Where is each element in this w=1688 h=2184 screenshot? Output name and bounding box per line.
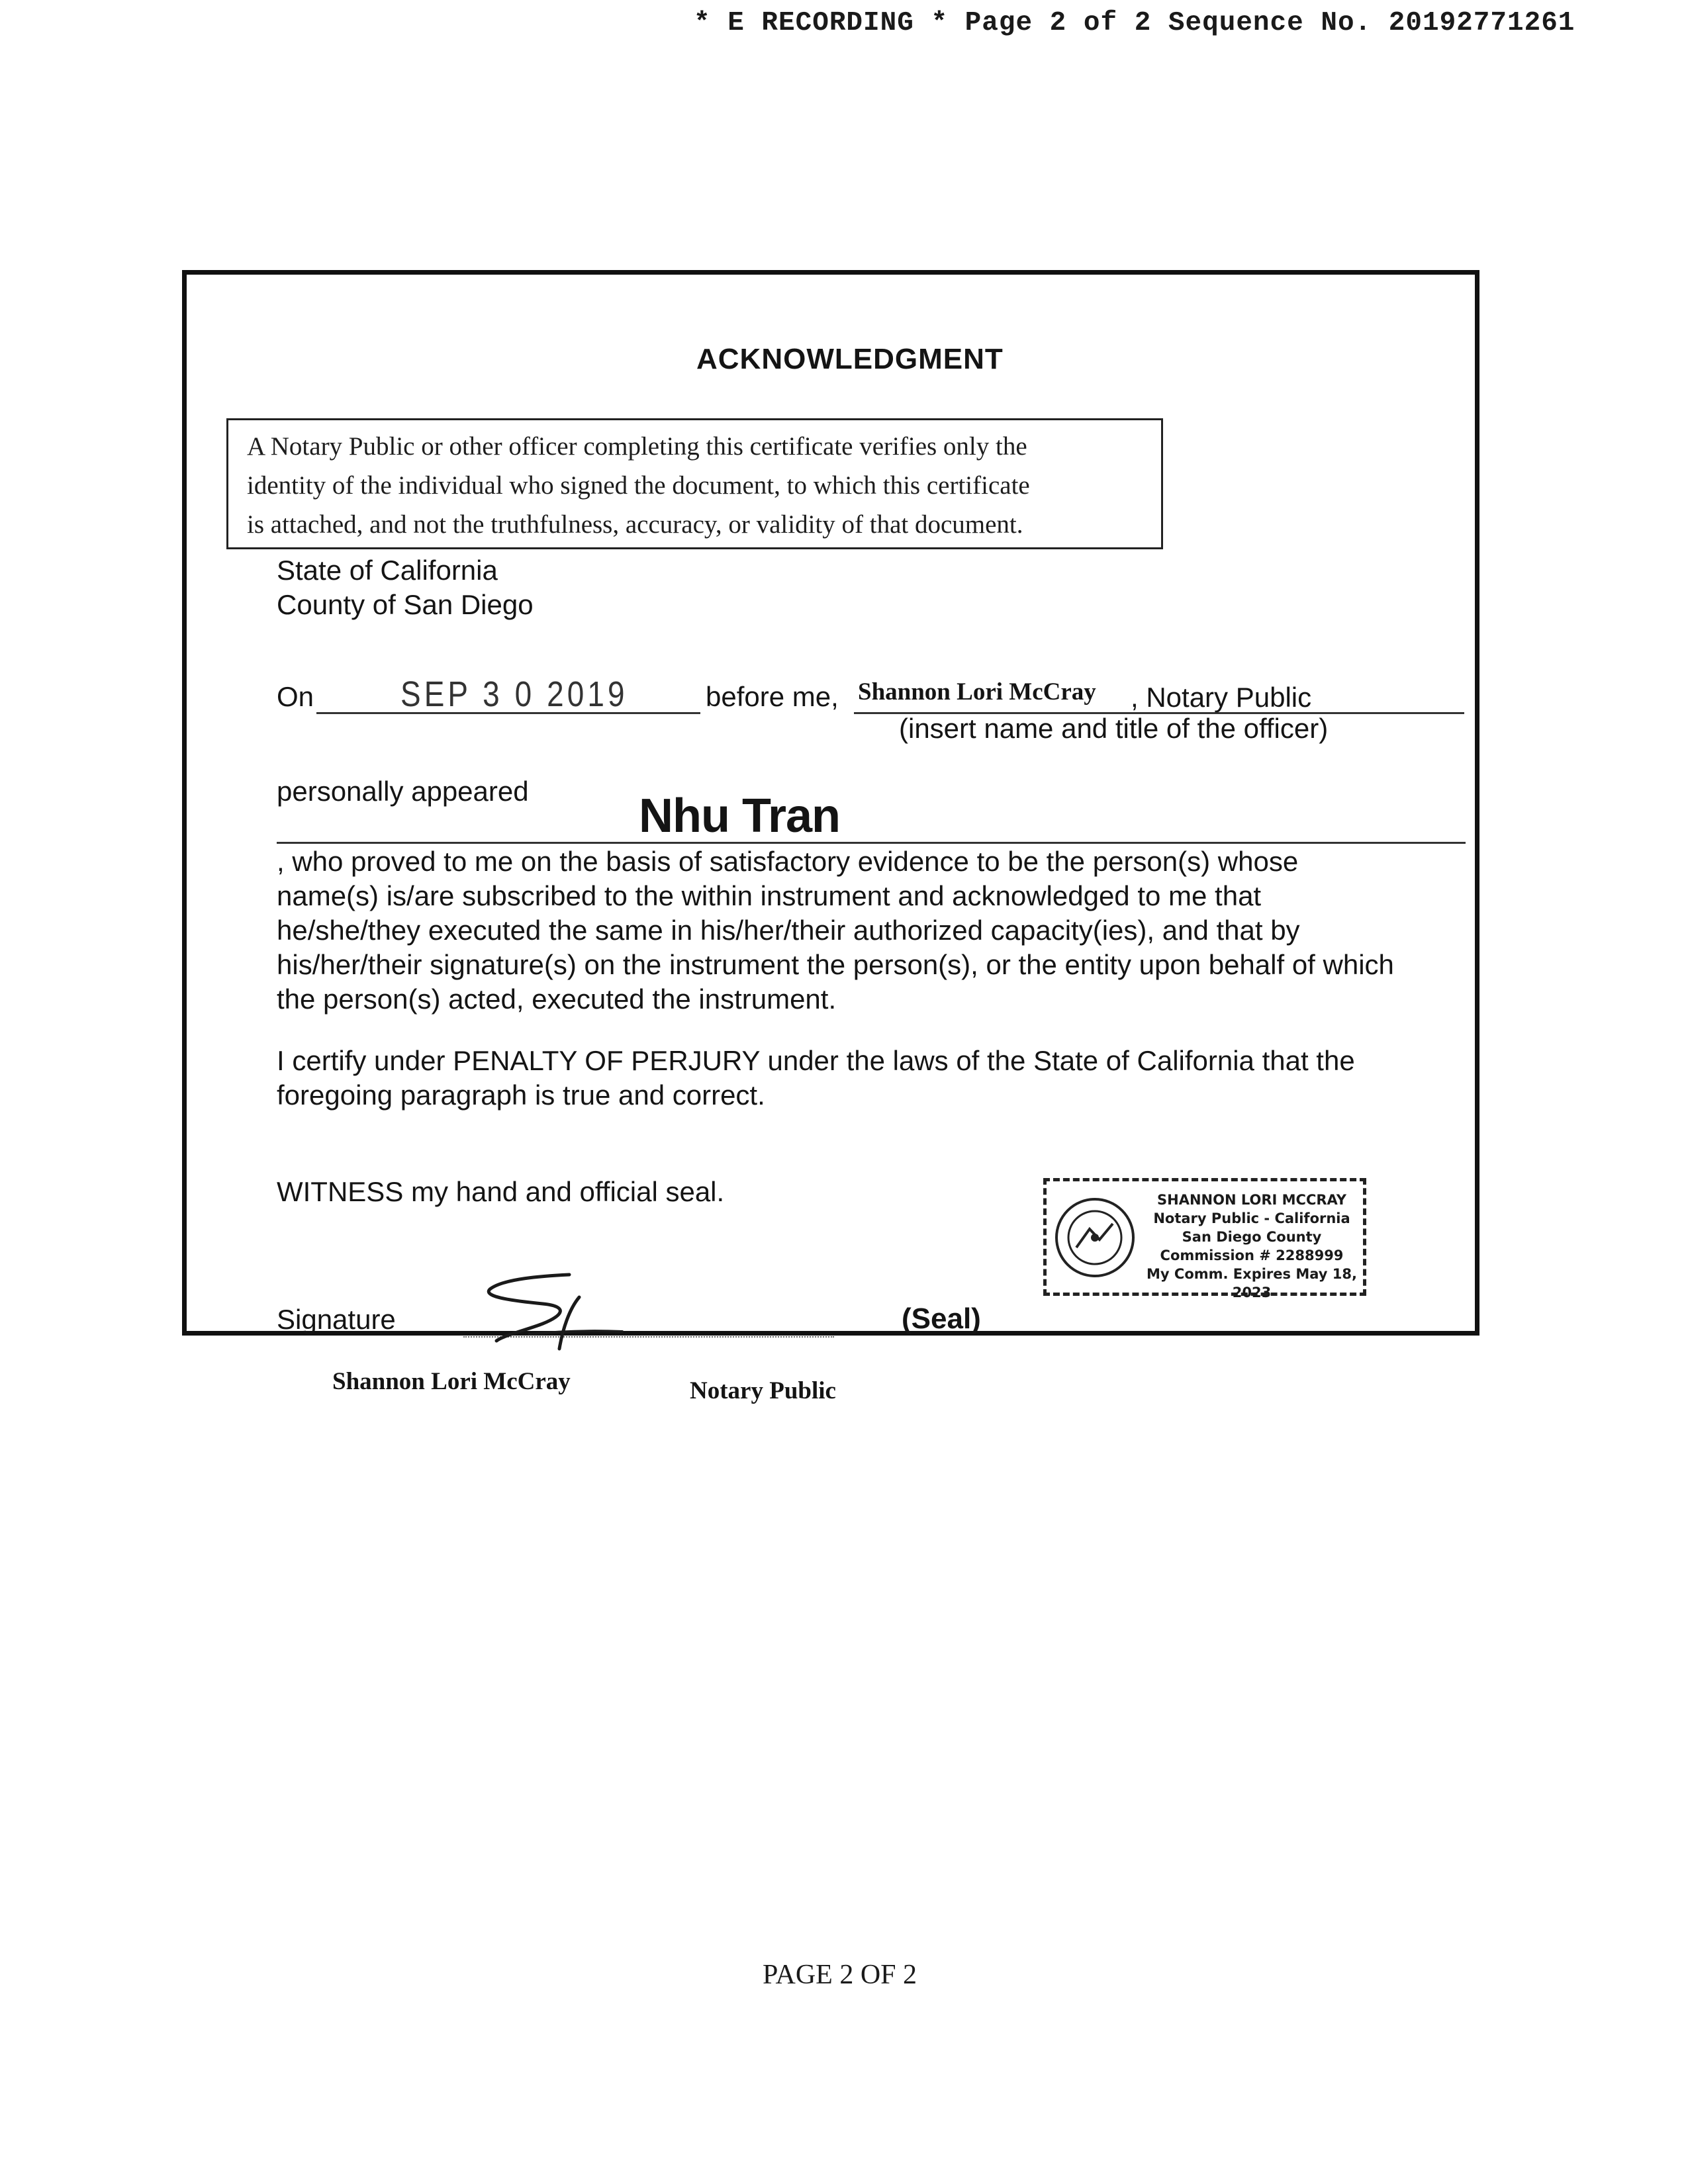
county-line: County of San Diego	[277, 589, 534, 620]
seal-line: Notary Public - California	[1153, 1210, 1350, 1226]
recording-header: * E RECORDING * Page 2 of 2 Sequence No. 20192771261	[694, 8, 1575, 38]
perjury-line: foregoing paragraph is true and correct.	[277, 1079, 765, 1111]
seal-line: San Diego County	[1182, 1229, 1322, 1245]
proof-line: he/she/they executed the same in his/her/their authorized capacity(ies), and that by	[277, 915, 1300, 946]
signature-label: Signature	[277, 1304, 396, 1335]
disclaimer-box	[226, 418, 1163, 549]
disclaimer-line: is attached, and not the truthfulness, accuracy, or validity of that document.	[247, 510, 1023, 539]
proof-line: his/her/their signature(s) on the instrument the person(s), or the entity upon behalf of which	[277, 949, 1394, 980]
insert-note: (insert name and title of the officer)	[899, 713, 1329, 744]
before-me-label: before me,	[706, 681, 839, 712]
perjury-paragraph	[277, 1044, 1481, 1113]
handwritten-signature	[463, 1263, 635, 1362]
notary-seal-stamp	[1043, 1178, 1366, 1300]
proof-line: the person(s) acted, executed the instrument.	[277, 983, 837, 1015]
seal-name: SHANNON LORI MCCRAY	[1157, 1192, 1346, 1208]
witness-line: WITNESS my hand and official seal.	[277, 1176, 725, 1207]
state-seal-icon	[1053, 1196, 1137, 1279]
page-number: PAGE 2 OF 2	[763, 1960, 917, 1990]
state-line: State of California	[277, 555, 498, 586]
perjury-line: I certify under PENALTY OF PERJURY under the laws of the State of California that the	[277, 1045, 1355, 1076]
seal-line: Commission # 2288999	[1160, 1248, 1344, 1263]
proof-paragraph	[277, 844, 1481, 1017]
signer-name: Nhu Tran	[639, 790, 841, 842]
proof-line: name(s) is/are subscribed to the within instrument and acknowledged to me that	[277, 880, 1262, 911]
disclaimer-line: identity of the individual who signed the document, to which this certificate	[247, 471, 1030, 500]
acknowledgment-title: ACKNOWLEDGMENT	[696, 343, 1004, 375]
proof-line: , who proved to me on the basis of satisfactory evidence to be the person(s) whose	[277, 846, 1299, 877]
officer-name: Shannon Lori McCray	[858, 678, 1096, 705]
printed-officer-title: Notary Public	[690, 1377, 836, 1404]
signer-underline	[277, 842, 1466, 844]
printed-officer-name: Shannon Lori McCray	[332, 1368, 571, 1395]
on-label: On	[277, 681, 314, 712]
disclaimer-line: A Notary Public or other officer completing this certificate verifies only the	[247, 432, 1027, 461]
appeared-label: personally appeared	[277, 776, 529, 807]
seal-label: (Seal)	[902, 1302, 981, 1335]
date-stamp: SEP 3 0 2019	[400, 674, 628, 714]
officer-title: , Notary Public	[1131, 682, 1312, 713]
seal-line: My Comm. Expires May 18, 2023	[1147, 1266, 1357, 1300]
